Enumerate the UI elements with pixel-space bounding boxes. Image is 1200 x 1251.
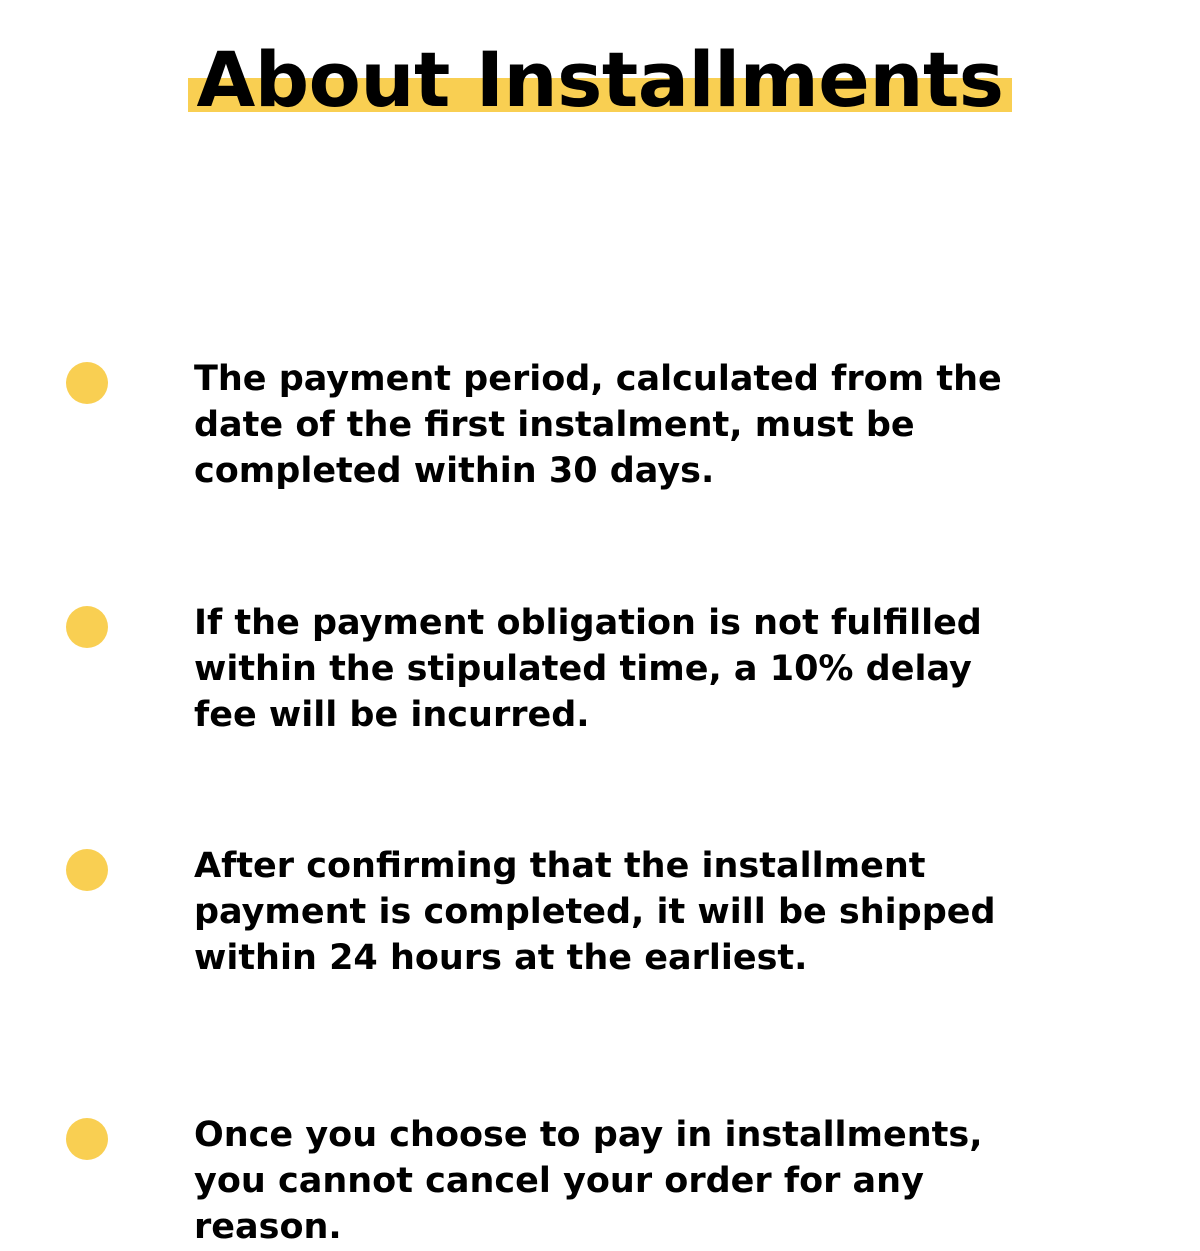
list-item-text: Once you choose to pay in installments, you cannot cancel your order for any reason.: [194, 1115, 983, 1248]
bullet-dot-icon: [66, 606, 108, 648]
list-item: [0, 600, 1100, 739]
list-item-text: The payment period, calculated from the date of the first instalment, must be completed within 30 days.: [194, 359, 1002, 492]
bullet-dot-icon: [66, 1118, 108, 1160]
list-item-text: If the payment obligation is not fulfilled within the stipulated time, a 10% delay fee will be incurred.: [194, 603, 982, 736]
bullet-dot-icon: [66, 362, 108, 404]
list-item: [0, 356, 1100, 495]
list-item-text: After confirming that the installment payment is completed, it will be shipped within 24 hours at the earliest.: [194, 846, 996, 979]
list-item: [0, 1112, 1100, 1251]
bullet-dot-icon: [66, 849, 108, 891]
list-item: [0, 843, 1100, 982]
page-title-container: [0, 0, 1200, 160]
page-title-inner: [196, 35, 1004, 124]
page-title: About Installments: [196, 35, 1004, 124]
